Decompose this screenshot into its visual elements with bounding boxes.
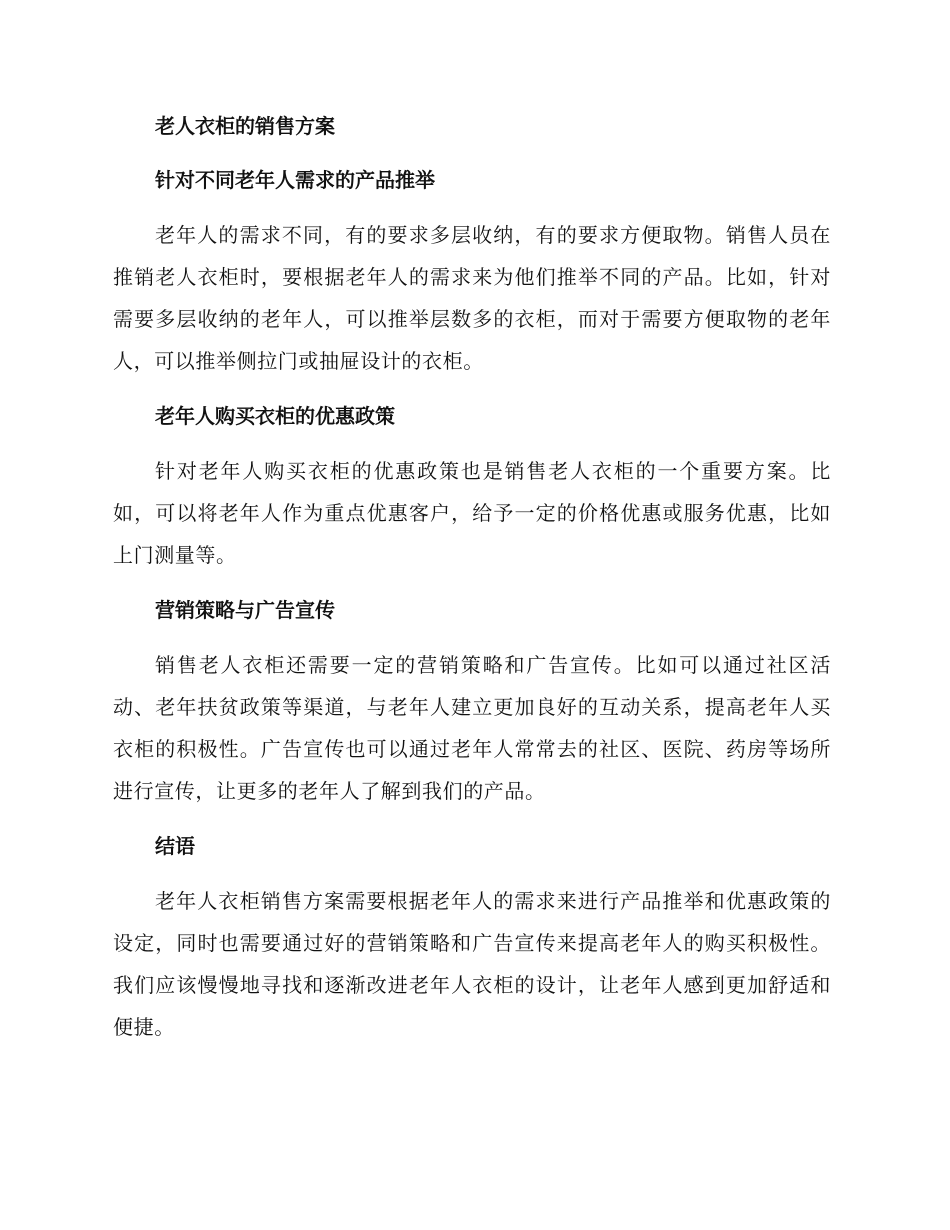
section-paragraph-product-recommendation: 老年人的需求不同，有的要求多层收纳，有的要求方便取物。销售人员在推销老人衣柜时，要根据老年人的需求来为他们推举不同的产品。比如，针对需要多层收纳的老年人，可以推举层数多的衣柜，而对于需要方便取物的老年人，可以推举侧拉门或抽屉设计的衣柜。 xyxy=(113,223,831,373)
document-body xyxy=(113,106,831,1062)
document-title: 老人衣柜的销售方案 xyxy=(155,114,335,138)
section-paragraph-discount-policy: 针对老年人购买衣柜的优惠政策也是销售老人衣柜的一个重要方案。比如，可以将老年人作为重点优惠客户，给予一定的价格优惠或服务优惠，比如上门测量等。 xyxy=(113,459,831,567)
section-heading-marketing: 营销策略与广告宣传 xyxy=(155,598,335,622)
section-paragraph-marketing: 销售老人衣柜还需要一定的营销策略和广告宣传。比如可以通过社区活动、老年扶贫政策等渠道，与老年人建立更加良好的互动关系，提高老年人买衣柜的积极性。广告宣传也可以通过老年人常常去的社区、医院、药房等场所进行宣传，让更多的老年人了解到我们的产品。 xyxy=(113,653,831,803)
section-heading-product-recommendation: 针对不同老年人需求的产品推举 xyxy=(155,168,435,192)
section-paragraph-conclusion: 老年人衣柜销售方案需要根据老年人的需求来进行产品推举和优惠政策的设定，同时也需要通过好的营销策略和广告宣传来提高老年人的购买积极性。我们应该慢慢地寻找和逐渐改进老年人衣柜的设计，让老年人感到更加舒适和便捷。 xyxy=(113,889,831,1039)
section-heading-conclusion: 结语 xyxy=(155,834,195,858)
section-heading-discount-policy: 老年人购买衣柜的优惠政策 xyxy=(155,404,395,428)
